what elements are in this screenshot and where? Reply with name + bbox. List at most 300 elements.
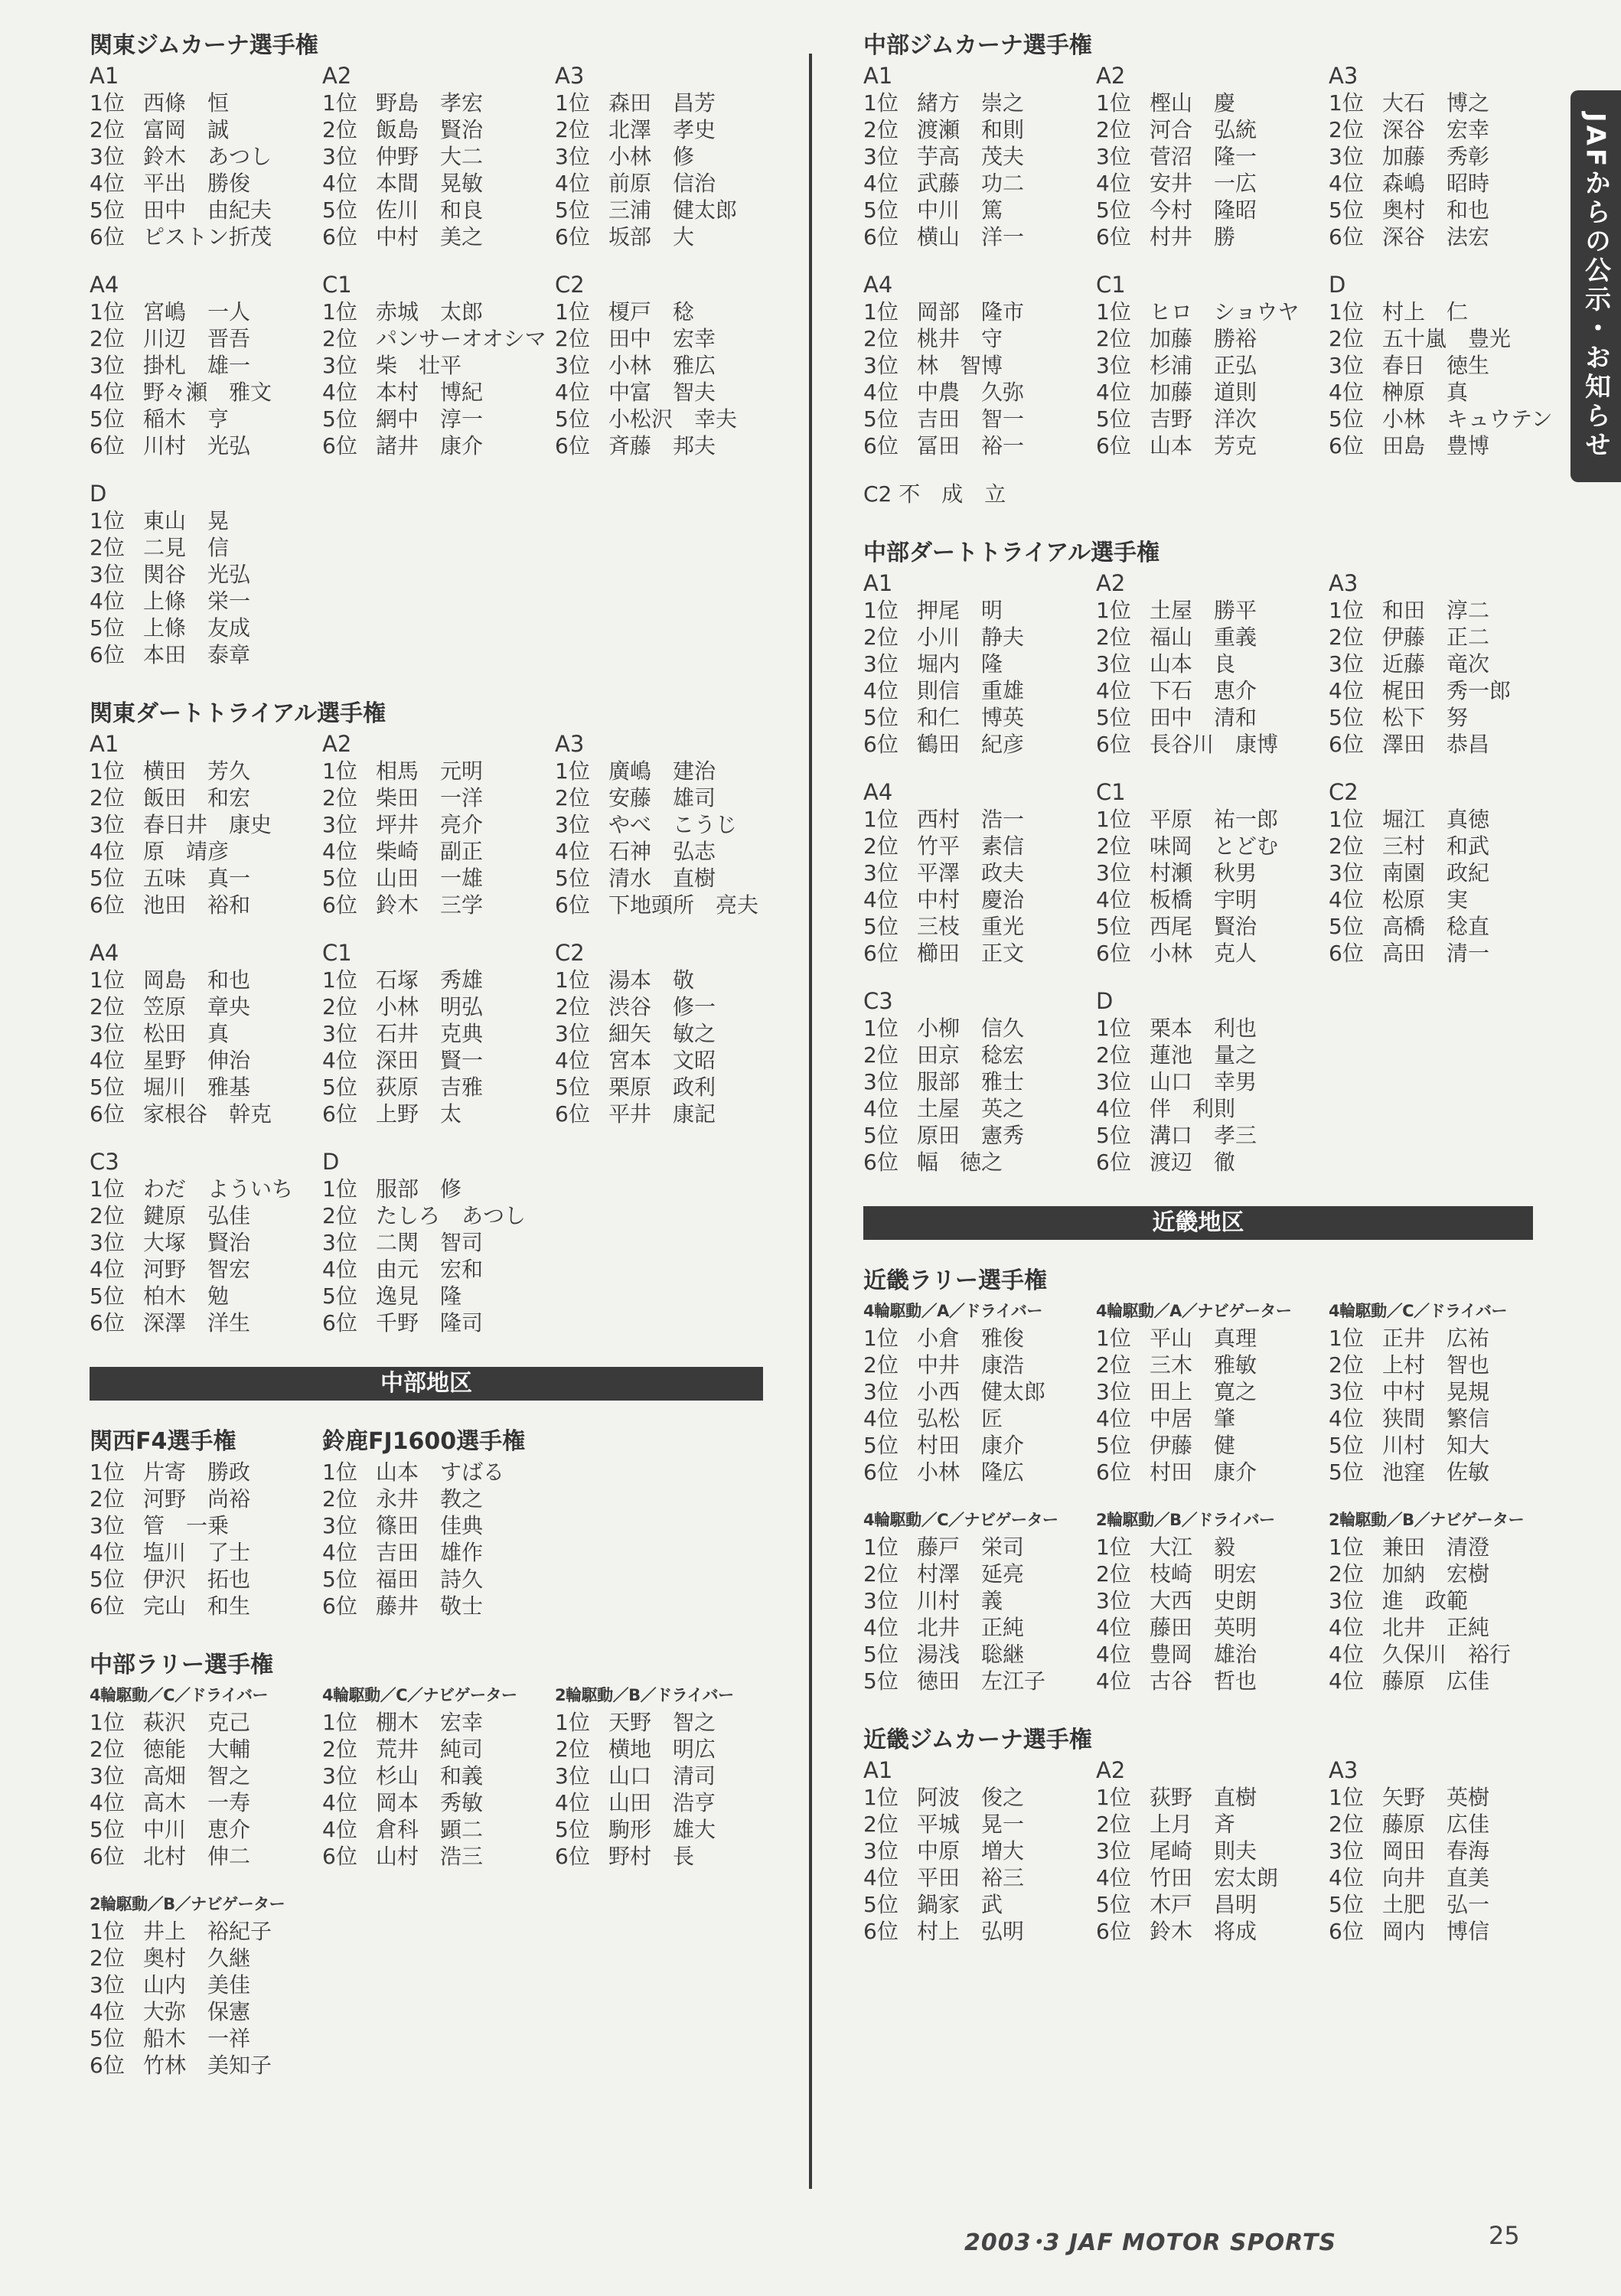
driver-name: 管 一乗 (143, 1513, 230, 1538)
result-entry (90, 90, 322, 116)
driver-name: 鍵原 弘佳 (143, 1203, 251, 1228)
class-group (863, 988, 1096, 1176)
rank-label: 3位 (322, 353, 357, 378)
result-entry (1096, 90, 1329, 116)
result-entry (90, 432, 322, 459)
class-title: 2輪駆動／B／ドライバー (555, 1686, 734, 1704)
class-group (1096, 570, 1329, 758)
result-entry (863, 1015, 1096, 1042)
rank-label: 3位 (322, 144, 357, 169)
rank-label: 3位 (863, 144, 899, 169)
side-tab (1570, 90, 1621, 482)
result-entry (1096, 886, 1329, 913)
class-group (555, 1682, 788, 1870)
class-group (90, 1149, 322, 1336)
driver-name: 下地頭所 亮夫 (608, 892, 759, 918)
driver-name: 石神 弘志 (608, 839, 716, 864)
driver-name: 杉浦 正弘 (1150, 353, 1257, 378)
driver-name: 本村 博紀 (376, 380, 484, 405)
rank-label: 3位 (1329, 860, 1364, 885)
rank-label: 2位 (863, 1352, 899, 1378)
driver-name: 中富 智夫 (608, 380, 716, 405)
rank-label: 3位 (90, 353, 125, 378)
driver-name: 加藤 勝裕 (1150, 326, 1257, 351)
driver-name: 船木 一祥 (143, 2026, 251, 2051)
result-entry (1096, 731, 1329, 758)
driver-name: 松下 努 (1382, 705, 1469, 730)
driver-name: 鈴木 三学 (376, 892, 484, 918)
rank-label: 5位 (863, 1892, 899, 1917)
result-entry (555, 1843, 788, 1870)
result-entry (90, 325, 322, 352)
rank-label: 1位 (1096, 598, 1131, 623)
driver-name: 原 靖彦 (143, 839, 230, 864)
driver-name: 東山 晃 (143, 508, 230, 533)
rank-label: 4位 (1329, 678, 1364, 703)
rank-label: 4位 (1096, 1615, 1131, 1640)
rank-label: 2位 (863, 117, 899, 142)
result-entry (90, 1512, 322, 1539)
rank-label: 4位 (863, 380, 899, 405)
driver-name: 鈴木 あつし (143, 144, 272, 169)
result-entry (1329, 833, 1561, 859)
result-entry (90, 811, 322, 838)
region-header: 近畿地区 (863, 1206, 1533, 1240)
result-entry (1329, 940, 1561, 967)
class-row (863, 63, 1537, 250)
driver-name: やべ こうじ (608, 812, 738, 837)
result-entry (322, 116, 555, 143)
result-entry (1096, 197, 1329, 223)
rank-label: 5位 (90, 615, 125, 641)
class-group (1329, 570, 1561, 758)
class-row (90, 1682, 763, 1870)
rank-label: 4位 (90, 839, 125, 864)
result-entry (1096, 1614, 1329, 1641)
result-entry (555, 892, 788, 918)
result-entry (1096, 1325, 1329, 1352)
result-entry (322, 1020, 555, 1047)
driver-name: 大塚 賢治 (143, 1230, 251, 1255)
result-entry (90, 1047, 322, 1074)
class-title: 2輪駆動／B／ナビゲーター (90, 1895, 285, 1913)
rank-label: 5位 (90, 197, 125, 223)
rank-label: 3位 (863, 353, 899, 378)
result-entry (1329, 1587, 1561, 1614)
class-title: A4 (863, 779, 893, 805)
result-entry (1329, 913, 1561, 940)
rank-label: 1位 (555, 967, 590, 993)
driver-name: 岡内 博信 (1382, 1919, 1490, 1944)
result-entry (322, 1763, 555, 1789)
driver-name: 緒方 崇之 (917, 90, 1025, 116)
result-entry (90, 197, 322, 223)
driver-name: 上條 友成 (143, 615, 251, 641)
rank-label: 1位 (90, 1176, 125, 1202)
result-entry (322, 1709, 555, 1736)
rank-label: 4位 (322, 1817, 357, 1842)
rank-label: 2位 (863, 326, 899, 351)
result-entry (322, 90, 555, 116)
driver-name: 五味 真一 (143, 866, 251, 891)
rank-label: 4位 (863, 1096, 899, 1121)
class-row (90, 1149, 763, 1336)
rank-label: 1位 (555, 758, 590, 784)
result-entry (1329, 806, 1561, 833)
driver-name: 進 政範 (1382, 1588, 1469, 1613)
result-entry (90, 615, 322, 641)
result-entry (90, 1309, 322, 1336)
rank-label: 2位 (322, 1486, 357, 1512)
rank-label: 2位 (555, 785, 590, 810)
class-group (322, 272, 555, 459)
result-entry (90, 1176, 322, 1202)
driver-name: 梶田 秀一郎 (1382, 678, 1512, 703)
class-group (90, 63, 322, 250)
result-entry (1096, 170, 1329, 197)
rank-label: 6位 (555, 224, 590, 249)
result-entry (90, 1101, 322, 1127)
class-group (555, 731, 788, 918)
result-entry (90, 784, 322, 811)
rank-label: 3位 (1096, 144, 1131, 169)
class-title: 2輪駆動／B／ナビゲーター (1329, 1511, 1525, 1529)
class-group (1096, 63, 1329, 250)
result-entry (1329, 1432, 1561, 1459)
result-entry (863, 1432, 1096, 1459)
championship-section (863, 31, 1553, 507)
driver-name: 林 智博 (917, 353, 1003, 378)
driver-name: 笠原 章央 (143, 994, 251, 1019)
result-entry (1096, 116, 1329, 143)
class-row (90, 272, 763, 459)
driver-name: 山本 良 (1150, 651, 1236, 677)
rank-label: 5位 (1329, 1459, 1364, 1485)
rank-label: 5位 (90, 1075, 125, 1100)
driver-name: 小川 静夫 (917, 625, 1025, 650)
rank-label: 3位 (863, 1069, 899, 1094)
rank-label: 5位 (1096, 197, 1131, 223)
rank-label: 3位 (1329, 353, 1364, 378)
driver-name: 諸井 康介 (376, 433, 484, 458)
result-entry (322, 993, 555, 1020)
rank-label: 3位 (1096, 651, 1131, 677)
driver-name: 小林 隆広 (917, 1459, 1025, 1485)
result-entry (863, 651, 1096, 677)
rank-label: 4位 (1096, 1865, 1131, 1890)
driver-name: 棚木 宏幸 (376, 1710, 484, 1735)
driver-name: 樫山 慶 (1150, 90, 1236, 116)
driver-name: 野村 長 (608, 1844, 695, 1869)
rank-label: 2位 (90, 1203, 125, 1228)
driver-name: 中原 増大 (917, 1838, 1025, 1864)
driver-name: 北井 正純 (1382, 1615, 1490, 1640)
class-group (1329, 1757, 1561, 1945)
result-entry (322, 1256, 555, 1283)
driver-name: 澤田 恭昌 (1382, 732, 1490, 757)
result-entry (90, 1971, 322, 1998)
rank-label: 4位 (863, 887, 899, 912)
rank-label: 2位 (1329, 117, 1364, 142)
result-entry (1329, 1459, 1561, 1486)
driver-name: 安藤 雄司 (608, 785, 716, 810)
result-entry (1096, 223, 1329, 250)
driver-name: 平井 康記 (608, 1101, 716, 1127)
driver-name: 福山 重義 (1150, 625, 1257, 650)
rank-label: 6位 (90, 224, 125, 249)
driver-name: 森田 昌芳 (608, 90, 716, 116)
rank-label: 6位 (863, 1919, 899, 1944)
class-title: D (1096, 988, 1114, 1014)
rank-label: 6位 (1096, 224, 1131, 249)
rank-label: 6位 (1096, 1459, 1131, 1485)
rank-label: 3位 (1096, 1588, 1131, 1613)
result-entry (90, 1202, 322, 1229)
driver-name: 山本 すばる (376, 1459, 505, 1485)
rank-label: 2位 (90, 117, 125, 142)
result-entry (1329, 325, 1561, 352)
rank-label: 5位 (863, 1668, 899, 1694)
result-entry (1096, 806, 1329, 833)
driver-name: 榎戸 稔 (608, 299, 695, 325)
rank-label: 2位 (863, 1561, 899, 1587)
driver-name: 廣嶋 建治 (608, 758, 716, 784)
result-entry (90, 1459, 322, 1486)
driver-name: 味岡 とどむ (1150, 833, 1279, 859)
result-entry (863, 1891, 1096, 1918)
rank-label: 4位 (863, 1865, 899, 1890)
driver-name: 枝崎 明宏 (1150, 1561, 1257, 1587)
result-entry (90, 967, 322, 993)
driver-name: 上村 智也 (1382, 1352, 1490, 1378)
driver-name: 岡部 隆市 (917, 299, 1025, 325)
result-entry (1329, 1534, 1561, 1561)
driver-name: 稲木 亨 (143, 406, 230, 432)
driver-name: 中村 晃規 (1382, 1379, 1490, 1404)
result-entry (90, 406, 322, 432)
result-entry (1096, 1864, 1329, 1891)
right-column (863, 31, 1553, 1975)
driver-name: 服部 雅士 (917, 1069, 1025, 1094)
class-title: A3 (1329, 1757, 1358, 1783)
driver-name: 川村 光弘 (143, 433, 251, 458)
rank-label: 3位 (863, 651, 899, 677)
result-entry (555, 758, 788, 784)
rank-label: 3位 (863, 860, 899, 885)
rank-label: 4位 (555, 1790, 590, 1815)
driver-name: 山口 幸男 (1150, 1069, 1257, 1094)
driver-name: 西尾 賢治 (1150, 914, 1257, 939)
driver-name: 和田 淳二 (1382, 598, 1490, 623)
result-entry (863, 1042, 1096, 1068)
result-entry (863, 298, 1096, 325)
rank-label: 3位 (1329, 144, 1364, 169)
driver-name: 向井 直美 (1382, 1865, 1490, 1890)
rank-label: 5位 (863, 197, 899, 223)
driver-name: 豊岡 雄治 (1150, 1642, 1257, 1667)
class-title: A1 (90, 63, 119, 89)
driver-name: 池窪 佐敏 (1382, 1459, 1490, 1485)
class-group (1096, 1757, 1329, 1945)
rank-label: 5位 (863, 1433, 899, 1458)
class-group (90, 1427, 322, 1619)
driver-name: 片寄 勝政 (143, 1459, 251, 1485)
driver-name: 板橋 宇明 (1150, 887, 1257, 912)
driver-name: 萩沢 克己 (143, 1710, 251, 1735)
class-title: D (1329, 272, 1346, 298)
result-entry (863, 597, 1096, 624)
driver-name: 尾崎 則夫 (1150, 1838, 1257, 1864)
rank-label: 4位 (1096, 1642, 1131, 1667)
driver-name: 土屋 勝平 (1150, 598, 1257, 623)
result-entry (1329, 1891, 1561, 1918)
result-entry (1096, 597, 1329, 624)
driver-name: 伊藤 正二 (1382, 625, 1490, 650)
rank-label: 5位 (1329, 1892, 1364, 1917)
driver-name: 栗本 利也 (1150, 1016, 1257, 1041)
rank-label: 1位 (90, 758, 125, 784)
rank-label: 2位 (90, 1737, 125, 1762)
driver-name: 柴田 一洋 (376, 785, 484, 810)
driver-name: 奥村 和也 (1382, 197, 1490, 223)
driver-name: 野々瀬 雅文 (143, 380, 272, 405)
class-title: A2 (1096, 63, 1126, 89)
result-entry (863, 1534, 1096, 1561)
driver-name: 伴 利則 (1150, 1096, 1236, 1121)
class-group (90, 481, 322, 668)
result-entry (1096, 406, 1329, 432)
rank-label: 4位 (90, 1048, 125, 1073)
rank-label: 5位 (555, 866, 590, 891)
driver-name: 田中 由紀夫 (143, 197, 272, 223)
result-entry (863, 940, 1096, 967)
rank-label: 6位 (1096, 941, 1131, 966)
driver-name: 伊藤 健 (1150, 1433, 1236, 1458)
driver-name: 田京 稔宏 (917, 1042, 1025, 1068)
championship-section (90, 31, 763, 668)
rank-label: 4位 (1096, 1406, 1131, 1431)
class-group (863, 272, 1096, 459)
result-entry (90, 223, 322, 250)
result-entry (863, 913, 1096, 940)
rank-label: 2位 (1096, 1812, 1131, 1837)
rank-label: 4位 (1096, 1096, 1131, 1121)
result-entry (1096, 1668, 1329, 1694)
class-group (322, 940, 555, 1127)
rank-label: 4位 (1096, 1668, 1131, 1694)
driver-name: 柏木 勉 (143, 1283, 230, 1309)
result-entry (90, 116, 322, 143)
driver-name: 藤田 英明 (1150, 1615, 1257, 1640)
rank-label: 4位 (1329, 171, 1364, 196)
result-entry (555, 811, 788, 838)
driver-name: 阿波 俊之 (917, 1785, 1025, 1810)
class-group (1329, 779, 1561, 967)
driver-name: 石井 克典 (376, 1021, 484, 1046)
rank-label: 4位 (555, 380, 590, 405)
driver-name: 由元 宏和 (376, 1257, 484, 1282)
result-entry (1329, 143, 1561, 170)
rank-label: 2位 (555, 1737, 590, 1762)
rank-label: 2位 (1096, 326, 1131, 351)
rank-label: 1位 (863, 1326, 899, 1351)
class-title: A2 (322, 63, 352, 89)
result-entry (863, 1811, 1096, 1838)
class-row (863, 272, 1553, 459)
driver-name: 吉田 智一 (917, 406, 1025, 432)
result-entry (90, 758, 322, 784)
result-entry (322, 170, 555, 197)
driver-name: 松田 真 (143, 1021, 230, 1046)
class-group (863, 63, 1096, 250)
driver-name: 竹田 宏太朗 (1150, 1865, 1279, 1890)
rank-label: 6位 (322, 224, 357, 249)
rank-label: 1位 (863, 1785, 899, 1810)
class-group (90, 940, 322, 1127)
rank-label: 6位 (863, 941, 899, 966)
driver-name: 関谷 光弘 (143, 562, 251, 587)
rank-label: 4位 (90, 1999, 125, 2024)
rank-label: 1位 (1329, 807, 1364, 832)
rank-label: 2位 (322, 117, 357, 142)
result-entry (90, 1816, 322, 1843)
result-entry (1096, 1918, 1329, 1945)
rank-label: 3位 (1096, 860, 1131, 885)
driver-name: 家根谷 幹克 (143, 1101, 272, 1127)
rank-label: 3位 (90, 1230, 125, 1255)
result-entry (90, 143, 322, 170)
class-group (322, 1427, 555, 1619)
driver-name: 小倉 雅俊 (917, 1326, 1025, 1351)
rank-label: 6位 (322, 433, 357, 458)
class-title: A3 (555, 63, 585, 89)
driver-name: 杉山 和義 (376, 1763, 484, 1789)
driver-name: 天野 智之 (608, 1710, 716, 1735)
result-entry (90, 1593, 322, 1619)
driver-name: 土屋 英之 (917, 1096, 1025, 1121)
driver-name: 村上 仁 (1382, 299, 1469, 325)
driver-name: 服部 修 (376, 1176, 462, 1202)
class-group (555, 63, 788, 250)
rank-label: 5位 (1329, 914, 1364, 939)
rank-label: 4位 (1096, 678, 1131, 703)
result-entry (1329, 298, 1561, 325)
driver-name: 堀内 隆 (917, 651, 1003, 677)
driver-name: 深谷 宏幸 (1382, 117, 1490, 142)
rank-label: 2位 (90, 1945, 125, 1971)
class-title: D (322, 1149, 340, 1175)
rank-label: 6位 (863, 732, 899, 757)
driver-name: 高田 清一 (1382, 941, 1490, 966)
driver-name: 山内 美佳 (143, 1972, 251, 1998)
result-entry (1096, 1149, 1329, 1176)
driver-name: 完山 和生 (143, 1593, 251, 1619)
result-entry (863, 1838, 1096, 1864)
result-entry (1329, 731, 1561, 758)
rank-label: 4位 (1329, 1642, 1364, 1667)
page-number: 25 (1489, 2221, 1520, 2250)
result-entry (863, 1668, 1096, 1694)
rank-label: 1位 (90, 299, 125, 325)
rank-label: 2位 (1096, 625, 1131, 650)
rank-label: 1位 (322, 758, 357, 784)
rank-label: 3位 (1329, 1588, 1364, 1613)
rank-label: 5位 (90, 2026, 125, 2051)
result-entry (1329, 1864, 1561, 1891)
rank-label: 4位 (1329, 1865, 1364, 1890)
result-entry (1096, 1891, 1329, 1918)
result-entry (1329, 1378, 1561, 1405)
